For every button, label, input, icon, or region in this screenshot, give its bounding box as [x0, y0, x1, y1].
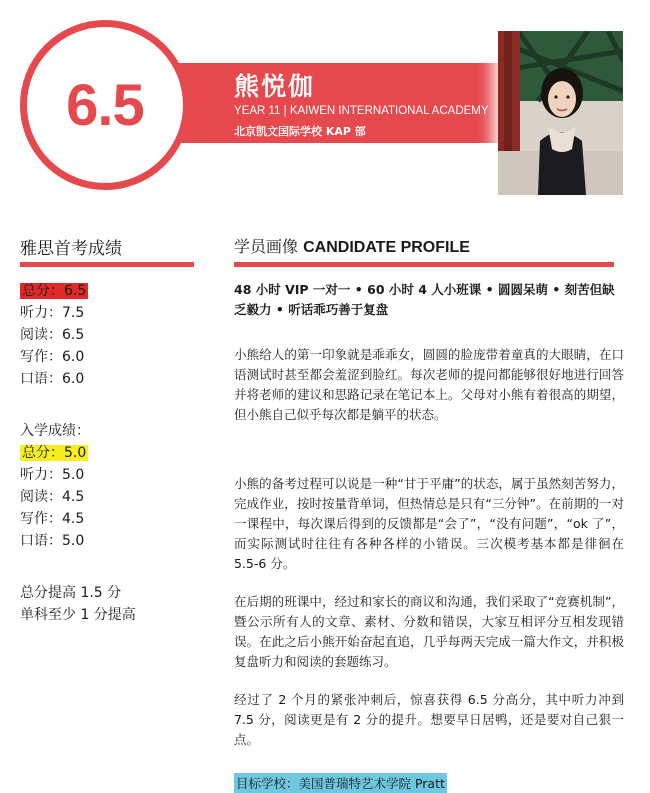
portrait-illustration	[498, 31, 623, 195]
score-item	[20, 442, 90, 464]
profile-paragraph: 小熊的备考过程可以说是一种“甘于平庸”的状态，属于虽然刻苦努力，完成作业，按时按量背单词，但热情总是只有“三分钟”。在前期的一对一课程中，每次课后得到的反馈都是“会了”，“没有问题”，“ok 了”，而实际测试时往往有各种各样的小错误。三次模考基本都是徘徊在 5.5-6 分。	[234, 476, 624, 571]
summary-line: 总分提高 1.5 分	[20, 585, 122, 601]
target-school: 目标学校：美国普瑞特艺术学院 Pratt	[234, 773, 447, 793]
score-item: 口语：6.0	[20, 371, 85, 387]
summary-line: 单科至少 1 分提高	[20, 607, 136, 623]
first-exam-scores	[20, 280, 88, 390]
ielts-first-score-heading: 雅思首考成绩	[20, 239, 122, 259]
score-item: 写作：6.0	[20, 349, 85, 365]
right-divider	[234, 262, 614, 267]
profile-paragraph: 经过了 2 个月的紧张冲刺后，惊喜获得 6.5 分高分，其中听力冲到 7.5 分，阅读更是有 2 分的提升。想要早日居鸭，还是要对自己狠一点。	[234, 692, 624, 747]
left-divider	[20, 262, 194, 267]
entry-scores	[20, 420, 90, 552]
school-chinese: 北京凯文国际学校 KAP 部	[234, 125, 366, 138]
score-item	[20, 280, 88, 302]
entry-score-label: 入学成绩：	[20, 423, 90, 439]
profile-paragraph: 小熊给人的第一印象就是乖乖女，圆圆的脸庞带着童真的大眼睛，在口语测试时甚至都会羞涩到脸红。每次老师的提问都能够很好地进行回答并将老师的建议和思路记录在笔记本上。父母对小熊有着很高的期望，但小熊自己似乎每次都是躺平的状态。	[234, 347, 624, 422]
overall-score: 6.5	[66, 72, 144, 138]
total-score-highlight: 总分：6.5	[22, 283, 87, 299]
candidate-profile-heading	[234, 234, 470, 257]
overall-score-badge	[20, 20, 190, 190]
school-english: YEAR 11 | KAIWEN INTERNATIONAL ACADEMY	[234, 105, 489, 117]
heading-en: CANDIDATE PROFILE	[303, 239, 470, 256]
score-item: 听力：5.0	[20, 467, 85, 483]
score-item: 阅读：4.5	[20, 489, 85, 505]
entry-total-highlight: 总分：5.0	[22, 445, 87, 461]
score-item: 口语：5.0	[20, 533, 85, 549]
student-photo	[498, 31, 623, 195]
profile-tagline: 48 小时 VIP 一对一 • 60 小时 4 人小班课 • 圆圆呆萌 • 刻苦但缺乏毅力 • 听话乖巧善于复盘	[234, 282, 615, 317]
improvement-summary	[20, 582, 136, 626]
score-item: 写作：4.5	[20, 511, 85, 527]
profile-paragraph: 在后期的班课中，经过和家长的商议和沟通，我们采取了“竞赛机制”，暨公示所有人的文章、素材、分数和错误，大家互相评分互相发现错误。在此之后小熊开始奋起直追，几乎每两天完成一篇大作文，并积极复盘听力和阅读的套题练习。	[234, 594, 624, 669]
heading-cn: 学员画像	[234, 237, 304, 256]
score-item: 阅读：6.5	[20, 327, 85, 343]
score-item: 听力：7.5	[20, 305, 85, 321]
student-name: 熊悦伽	[234, 72, 316, 101]
